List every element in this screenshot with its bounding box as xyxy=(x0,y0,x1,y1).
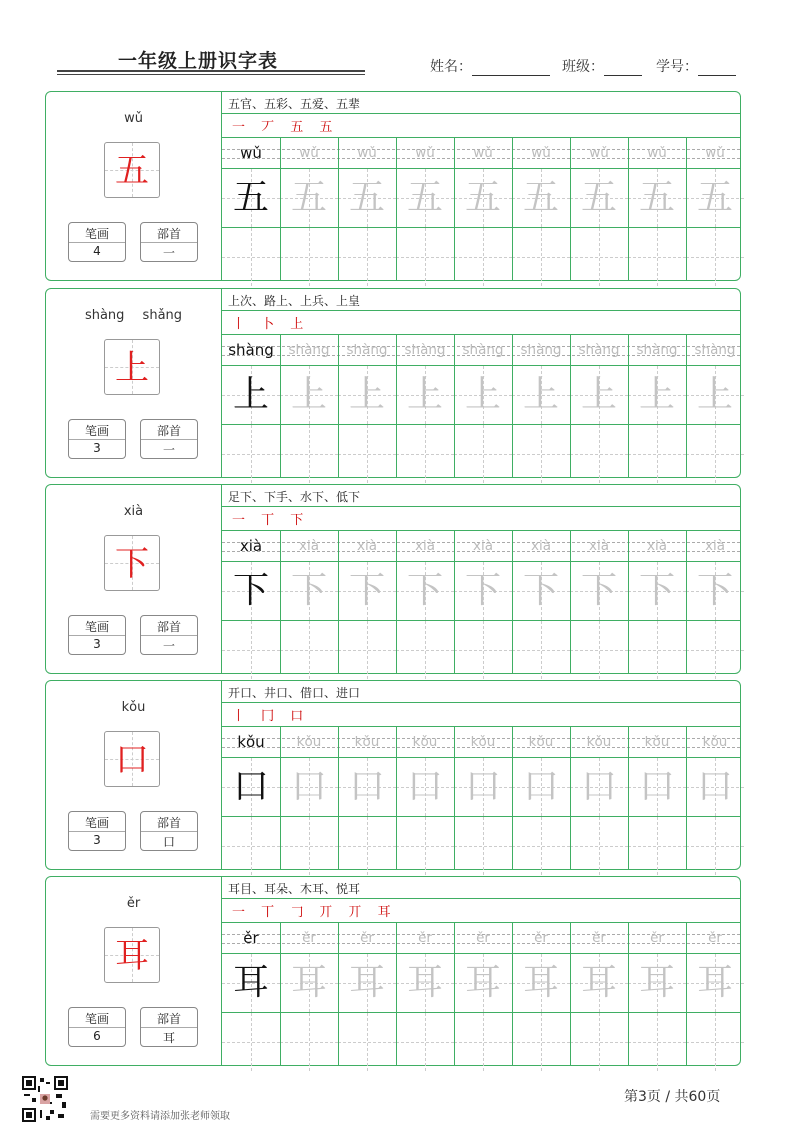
character-info-panel xyxy=(46,877,222,1065)
practice-cell[interactable] xyxy=(454,954,512,1012)
blank-cell[interactable] xyxy=(628,621,686,679)
practice-cell[interactable] xyxy=(570,562,628,620)
practice-cell[interactable] xyxy=(512,758,570,816)
pinyin-practice-row xyxy=(222,335,740,365)
practice-cell[interactable] xyxy=(454,169,512,227)
pinyin-cell[interactable]: ěr xyxy=(592,930,606,946)
practice-cell[interactable] xyxy=(396,758,454,816)
blank-cell[interactable] xyxy=(396,425,454,483)
title-underline-thin xyxy=(57,74,365,75)
practice-cell[interactable] xyxy=(628,562,686,620)
blank-cell[interactable] xyxy=(222,621,280,679)
practice-cell[interactable] xyxy=(512,562,570,620)
character-glyph: 五 xyxy=(115,151,149,191)
practice-cell[interactable] xyxy=(338,954,396,1012)
stroke-count-label: 笔画 xyxy=(84,620,109,634)
blank-cell[interactable] xyxy=(570,425,628,483)
character-info-panel xyxy=(46,92,222,280)
practice-cell[interactable] xyxy=(396,169,454,227)
stroke-count-value: 3 xyxy=(93,833,101,847)
number-blank[interactable] xyxy=(698,61,736,76)
character-practice-row xyxy=(222,366,740,424)
stroke-count-box xyxy=(68,1007,126,1047)
practice-glyph: 口 xyxy=(232,766,269,807)
practice-glyph: 下 xyxy=(638,570,675,611)
character-pinyin: kǒu xyxy=(121,700,146,715)
name-blank[interactable] xyxy=(472,61,550,76)
class-label: 班级： xyxy=(562,59,604,75)
character-info-panel xyxy=(46,485,222,673)
radical-label: 部首 xyxy=(156,227,181,241)
practice-glyph: 五 xyxy=(290,177,327,218)
practice-glyph: 耳 xyxy=(464,962,501,1003)
stroke-count-value: 3 xyxy=(93,441,101,455)
practice-area xyxy=(222,289,740,477)
practice-cell[interactable] xyxy=(396,562,454,620)
practice-glyph: 五 xyxy=(348,177,385,218)
stroke-order: 丨 冂 口 xyxy=(232,709,310,724)
radical-value: 一 xyxy=(162,639,175,653)
character-display xyxy=(104,927,160,983)
practice-glyph: 上 xyxy=(348,374,385,415)
character-pinyin: ěr xyxy=(126,896,141,911)
practice-glyph: 下 xyxy=(348,570,385,611)
pinyin-cell[interactable]: ěr xyxy=(650,930,664,946)
practice-cell[interactable] xyxy=(686,758,744,816)
practice-cell[interactable] xyxy=(570,758,628,816)
practice-glyph: 上 xyxy=(522,374,559,415)
practice-glyph: 耳 xyxy=(522,962,559,1003)
stroke-count-value: 4 xyxy=(93,244,101,258)
practice-glyph: 耳 xyxy=(290,962,327,1003)
character-practice-row xyxy=(222,758,740,816)
practice-glyph: 五 xyxy=(406,177,443,218)
pinyin-cell[interactable]: kǒu xyxy=(644,734,670,750)
practice-cell[interactable] xyxy=(454,366,512,424)
practice-cell[interactable] xyxy=(454,758,512,816)
qr-code-icon xyxy=(22,1076,68,1122)
blank-cell[interactable] xyxy=(628,817,686,875)
practice-cell[interactable] xyxy=(338,366,396,424)
practice-cell[interactable] xyxy=(570,169,628,227)
character-glyph: 耳 xyxy=(115,936,149,976)
blank-cell[interactable] xyxy=(396,621,454,679)
pinyin-practice-row xyxy=(222,923,740,953)
pinyin-cell[interactable]: shàng xyxy=(520,342,562,358)
class-field[interactable] xyxy=(562,56,642,76)
blank-practice-row xyxy=(222,228,740,286)
pinyin-cell[interactable]: kǒu xyxy=(412,734,438,750)
practice-glyph: 耳 xyxy=(580,962,617,1003)
practice-cell[interactable] xyxy=(570,954,628,1012)
stroke-order: 一 丅 𠃌 丌 丌 耳 xyxy=(232,905,397,920)
practice-cell[interactable] xyxy=(222,169,280,227)
pinyin-cell[interactable]: ěr xyxy=(302,930,316,946)
blank-cell[interactable] xyxy=(570,621,628,679)
blank-cell[interactable] xyxy=(222,817,280,875)
pinyin-cell[interactable]: kǒu xyxy=(702,734,728,750)
example-words: 五官、五彩、五爱、五辈 xyxy=(228,97,361,111)
example-words: 耳目、耳朵、木耳、悦耳 xyxy=(228,882,361,896)
character-display xyxy=(104,339,160,395)
blank-practice-row xyxy=(222,1013,740,1071)
pinyin-practice-row xyxy=(222,531,740,561)
blank-cell[interactable] xyxy=(280,228,338,286)
practice-glyph: 下 xyxy=(580,570,617,611)
pinyin-cell: kǒu xyxy=(237,733,265,751)
blank-cell[interactable] xyxy=(686,817,744,875)
blank-cell[interactable] xyxy=(280,621,338,679)
practice-glyph: 下 xyxy=(406,570,443,611)
practice-glyph: 耳 xyxy=(696,962,733,1003)
practice-cell[interactable] xyxy=(222,758,280,816)
character-pinyin: shàng shǎng xyxy=(84,308,183,323)
practice-glyph: 五 xyxy=(522,177,559,218)
blank-cell[interactable] xyxy=(338,228,396,286)
practice-area xyxy=(222,877,740,1065)
radical-box xyxy=(140,811,198,851)
blank-cell[interactable] xyxy=(222,228,280,286)
name-field[interactable] xyxy=(430,56,550,76)
blank-cell[interactable] xyxy=(396,1013,454,1071)
pinyin-cell[interactable]: wǔ xyxy=(357,145,377,161)
pinyin-cell[interactable]: xià xyxy=(414,538,435,554)
practice-glyph: 五 xyxy=(464,177,501,218)
practice-glyph: 口 xyxy=(348,766,385,807)
pinyin-cell[interactable]: xià xyxy=(704,538,725,554)
blank-cell[interactable] xyxy=(628,1013,686,1071)
blank-cell[interactable] xyxy=(396,817,454,875)
character-info-panel xyxy=(46,681,222,869)
character-display xyxy=(104,535,160,591)
practice-glyph: 口 xyxy=(638,766,675,807)
blank-cell[interactable] xyxy=(338,621,396,679)
practice-glyph: 上 xyxy=(696,374,733,415)
practice-cell[interactable] xyxy=(222,562,280,620)
character-block xyxy=(45,91,741,281)
practice-cell[interactable] xyxy=(686,169,744,227)
practice-cell[interactable] xyxy=(686,562,744,620)
practice-glyph: 下 xyxy=(464,570,501,611)
pinyin-cell[interactable]: wǔ xyxy=(473,145,493,161)
practice-cell[interactable] xyxy=(338,758,396,816)
practice-cell[interactable] xyxy=(222,366,280,424)
practice-glyph: 上 xyxy=(638,374,675,415)
character-block xyxy=(45,288,741,478)
radical-value: 口 xyxy=(162,835,175,849)
blank-cell[interactable] xyxy=(454,621,512,679)
title-underline xyxy=(57,70,365,72)
stroke-count-label: 笔画 xyxy=(84,424,109,438)
footer-note: 需要更多资料请添加张老师领取 xyxy=(90,1111,230,1122)
practice-glyph: 五 xyxy=(232,177,269,218)
practice-cell[interactable] xyxy=(280,954,338,1012)
practice-glyph: 口 xyxy=(290,766,327,807)
practice-glyph: 口 xyxy=(580,766,617,807)
number-label: 学号： xyxy=(656,59,698,75)
pinyin-cell[interactable]: kǒu xyxy=(470,734,496,750)
pinyin-cell: shàng xyxy=(228,341,274,359)
pinyin-cell[interactable]: xià xyxy=(588,538,609,554)
practice-cell[interactable] xyxy=(280,758,338,816)
practice-glyph: 口 xyxy=(522,766,559,807)
character-practice-row xyxy=(222,562,740,620)
practice-cell[interactable] xyxy=(628,758,686,816)
stroke-order: 一 丆 五 五 xyxy=(232,120,339,135)
practice-cell[interactable] xyxy=(628,366,686,424)
practice-cell[interactable] xyxy=(454,562,512,620)
stroke-order: 丨 卜 上 xyxy=(232,317,310,332)
pinyin-cell: xià xyxy=(239,537,263,555)
pinyin-cell[interactable]: wǔ xyxy=(705,145,725,161)
stroke-count-box xyxy=(68,419,126,459)
practice-glyph: 上 xyxy=(290,374,327,415)
blank-cell[interactable] xyxy=(512,228,570,286)
pinyin-cell[interactable]: xià xyxy=(530,538,551,554)
pinyin-cell[interactable]: wǔ xyxy=(647,145,667,161)
stroke-count-box xyxy=(68,811,126,851)
blank-cell[interactable] xyxy=(570,817,628,875)
pinyin-cell[interactable]: wǔ xyxy=(415,145,435,161)
blank-cell[interactable] xyxy=(280,425,338,483)
blank-cell[interactable] xyxy=(280,1013,338,1071)
practice-glyph: 五 xyxy=(638,177,675,218)
practice-glyph: 上 xyxy=(232,374,269,415)
practice-glyph: 口 xyxy=(696,766,733,807)
radical-value: 一 xyxy=(162,443,175,457)
pinyin-cell[interactable]: ěr xyxy=(360,930,374,946)
blank-cell[interactable] xyxy=(338,1013,396,1071)
stroke-count-box xyxy=(68,222,126,262)
practice-cell[interactable] xyxy=(512,366,570,424)
practice-cell[interactable] xyxy=(396,954,454,1012)
blank-cell[interactable] xyxy=(628,228,686,286)
character-practice-row xyxy=(222,169,740,227)
character-block xyxy=(45,680,741,870)
pinyin-cell[interactable]: shàng xyxy=(346,342,388,358)
practice-glyph: 耳 xyxy=(638,962,675,1003)
pinyin-cell[interactable]: kǒu xyxy=(354,734,380,750)
radical-box xyxy=(140,1007,198,1047)
radical-box xyxy=(140,615,198,655)
page-number: 第3页 / 共60页 xyxy=(624,1089,721,1105)
pinyin-cell: wǔ xyxy=(240,144,262,162)
pinyin-cell[interactable]: ěr xyxy=(418,930,432,946)
practice-cell[interactable] xyxy=(628,954,686,1012)
pinyin-cell[interactable]: wǔ xyxy=(299,145,319,161)
pinyin-cell[interactable]: ěr xyxy=(708,930,722,946)
practice-glyph: 耳 xyxy=(232,962,269,1003)
practice-cell[interactable] xyxy=(280,169,338,227)
pinyin-cell[interactable]: wǔ xyxy=(589,145,609,161)
stroke-count-value: 3 xyxy=(93,637,101,651)
character-glyph: 下 xyxy=(115,544,149,584)
number-field[interactable] xyxy=(656,56,736,76)
blank-cell[interactable] xyxy=(512,1013,570,1071)
practice-cell[interactable] xyxy=(280,562,338,620)
pinyin-practice-row xyxy=(222,138,740,168)
pinyin-cell[interactable]: kǒu xyxy=(296,734,322,750)
pinyin-cell[interactable]: shàng xyxy=(288,342,330,358)
stroke-order: 一 丅 下 xyxy=(232,513,310,528)
stroke-count-label: 笔画 xyxy=(84,816,109,830)
example-words: 上次、路上、上兵、上皇 xyxy=(228,294,361,308)
pinyin-cell[interactable]: shàng xyxy=(462,342,504,358)
practice-glyph: 下 xyxy=(232,570,269,611)
character-glyph: 口 xyxy=(115,740,149,780)
blank-cell[interactable] xyxy=(222,1013,280,1071)
practice-cell[interactable] xyxy=(222,954,280,1012)
practice-glyph: 耳 xyxy=(406,962,443,1003)
practice-cell[interactable] xyxy=(686,366,744,424)
practice-glyph: 上 xyxy=(464,374,501,415)
example-words: 足下、下手、水下、低下 xyxy=(228,490,361,504)
practice-glyph: 下 xyxy=(696,570,733,611)
radical-label: 部首 xyxy=(156,816,181,830)
blank-cell[interactable] xyxy=(396,228,454,286)
pinyin-cell[interactable]: shàng xyxy=(578,342,620,358)
blank-cell[interactable] xyxy=(686,621,744,679)
practice-glyph: 上 xyxy=(580,374,617,415)
blank-practice-row xyxy=(222,817,740,875)
practice-cell[interactable] xyxy=(512,169,570,227)
practice-area xyxy=(222,92,740,280)
blank-cell[interactable] xyxy=(512,817,570,875)
pinyin-cell[interactable]: kǒu xyxy=(586,734,612,750)
blank-cell[interactable] xyxy=(222,425,280,483)
practice-cell[interactable] xyxy=(570,366,628,424)
character-block xyxy=(45,876,741,1066)
practice-glyph: 五 xyxy=(580,177,617,218)
radical-value: 耳 xyxy=(162,1031,175,1045)
practice-glyph: 口 xyxy=(464,766,501,807)
radical-label: 部首 xyxy=(156,424,181,438)
character-practice-row xyxy=(222,954,740,1012)
practice-cell[interactable] xyxy=(512,954,570,1012)
practice-glyph: 下 xyxy=(522,570,559,611)
practice-glyph: 上 xyxy=(406,374,443,415)
practice-cell[interactable] xyxy=(628,169,686,227)
practice-cell[interactable] xyxy=(338,562,396,620)
practice-area xyxy=(222,485,740,673)
radical-label: 部首 xyxy=(156,620,181,634)
pinyin-cell[interactable]: ěr xyxy=(534,930,548,946)
pinyin-cell[interactable]: xià xyxy=(646,538,667,554)
radical-box xyxy=(140,222,198,262)
pinyin-cell: ěr xyxy=(243,929,259,947)
blank-cell[interactable] xyxy=(280,817,338,875)
name-label: 姓名： xyxy=(430,59,472,75)
practice-glyph: 下 xyxy=(290,570,327,611)
blank-cell[interactable] xyxy=(570,1013,628,1071)
practice-cell[interactable] xyxy=(686,954,744,1012)
blank-cell[interactable] xyxy=(454,1013,512,1071)
character-pinyin: xià xyxy=(123,504,144,519)
practice-area xyxy=(222,681,740,869)
blank-cell[interactable] xyxy=(338,817,396,875)
radical-box xyxy=(140,419,198,459)
blank-practice-row xyxy=(222,621,740,679)
pinyin-cell[interactable]: xià xyxy=(298,538,319,554)
blank-cell[interactable] xyxy=(686,425,744,483)
character-block xyxy=(45,484,741,674)
blank-cell[interactable] xyxy=(338,425,396,483)
pinyin-cell[interactable]: shàng xyxy=(404,342,446,358)
character-pinyin: wǔ xyxy=(124,111,143,126)
pinyin-cell[interactable]: shàng xyxy=(694,342,736,358)
stroke-count-box xyxy=(68,615,126,655)
practice-glyph: 耳 xyxy=(348,962,385,1003)
blank-cell[interactable] xyxy=(512,425,570,483)
blank-cell[interactable] xyxy=(686,1013,744,1071)
character-info-panel xyxy=(46,289,222,477)
radical-value: 一 xyxy=(162,246,175,260)
page-title: 一年级上册识字表 xyxy=(118,50,279,72)
pinyin-practice-row xyxy=(222,727,740,757)
practice-cell[interactable] xyxy=(396,366,454,424)
pinyin-cell[interactable]: xià xyxy=(472,538,493,554)
practice-glyph: 口 xyxy=(406,766,443,807)
blank-cell[interactable] xyxy=(686,228,744,286)
practice-cell[interactable] xyxy=(280,366,338,424)
blank-cell[interactable] xyxy=(628,425,686,483)
stroke-count-label: 笔画 xyxy=(84,1012,109,1026)
blank-cell[interactable] xyxy=(454,228,512,286)
blank-cell[interactable] xyxy=(512,621,570,679)
blank-cell[interactable] xyxy=(454,425,512,483)
practice-glyph: 五 xyxy=(696,177,733,218)
stroke-count-label: 笔画 xyxy=(84,227,109,241)
radical-label: 部首 xyxy=(156,1012,181,1026)
pinyin-cell[interactable]: shàng xyxy=(636,342,678,358)
stroke-count-value: 6 xyxy=(93,1029,101,1043)
character-glyph: 上 xyxy=(115,348,149,388)
pinyin-cell[interactable]: kǒu xyxy=(528,734,554,750)
pinyin-cell[interactable]: wǔ xyxy=(531,145,551,161)
pinyin-cell[interactable]: ěr xyxy=(476,930,490,946)
blank-cell[interactable] xyxy=(454,817,512,875)
class-blank[interactable] xyxy=(604,61,642,76)
character-display xyxy=(104,731,160,787)
practice-cell[interactable] xyxy=(338,169,396,227)
blank-practice-row xyxy=(222,425,740,483)
pinyin-cell[interactable]: xià xyxy=(356,538,377,554)
blank-cell[interactable] xyxy=(570,228,628,286)
example-words: 开口、井口、借口、进口 xyxy=(228,686,361,700)
character-display xyxy=(104,142,160,198)
